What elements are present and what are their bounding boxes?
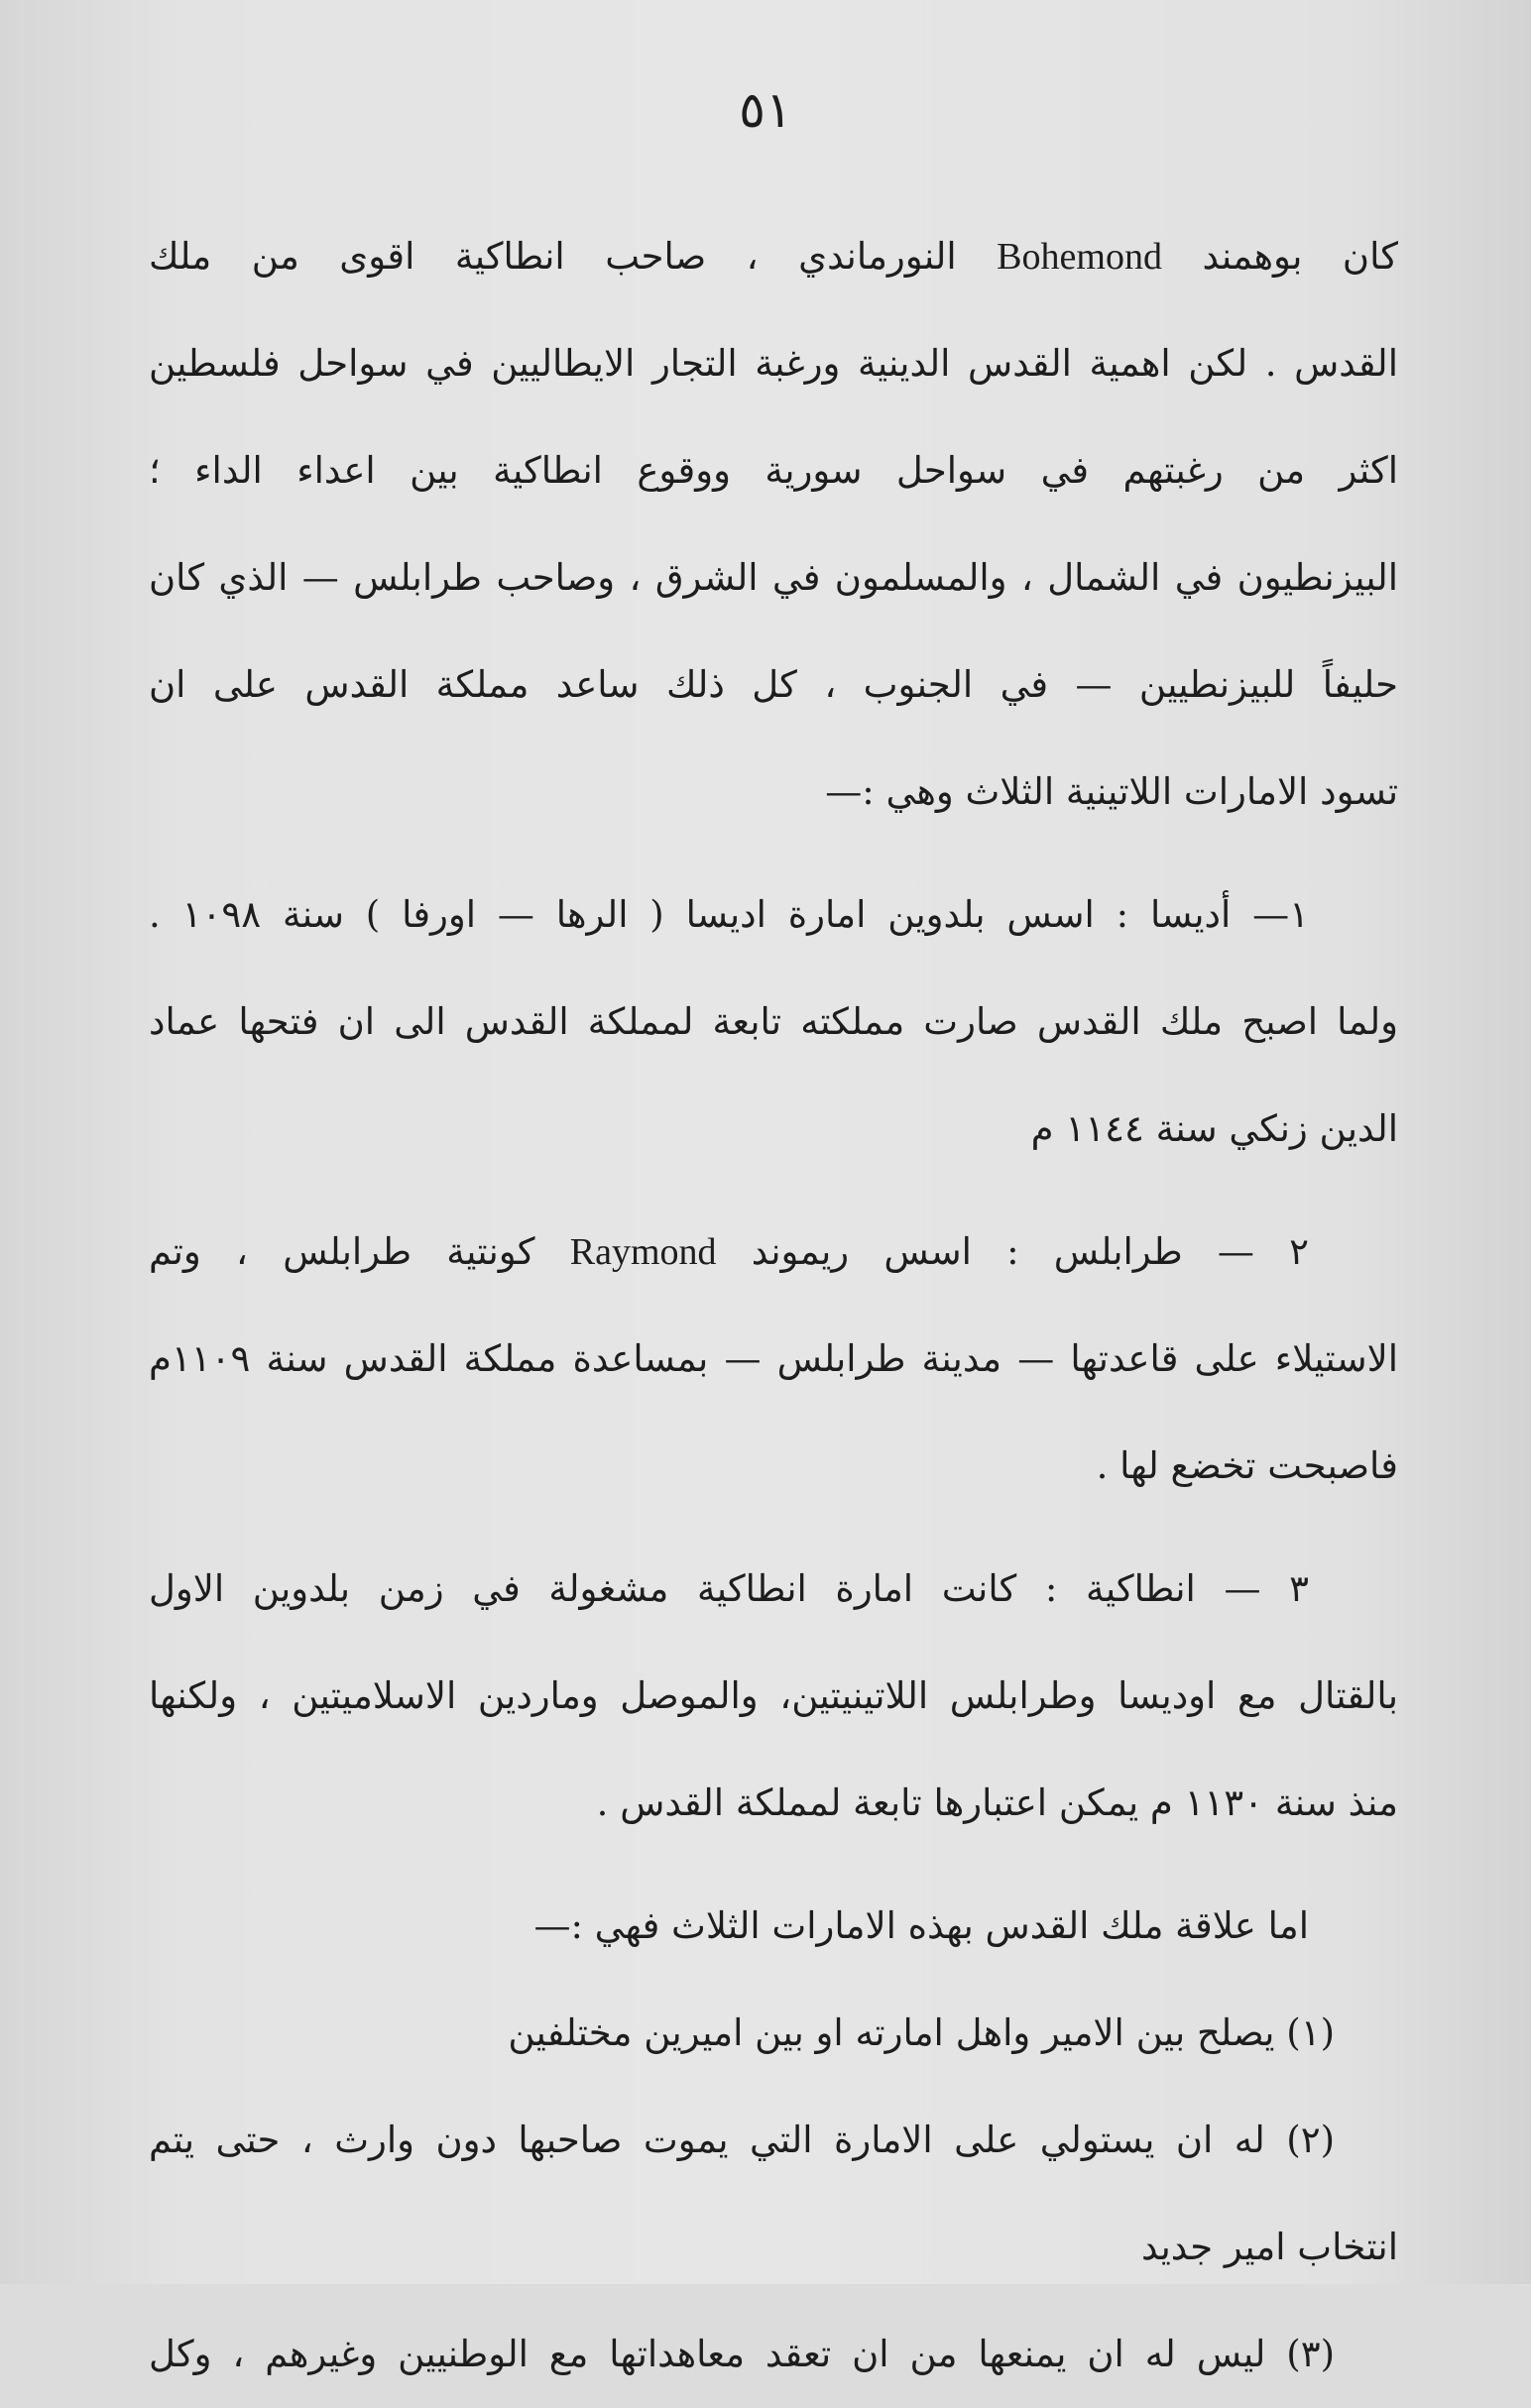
paragraph-line: تسود الامارات اللاتينية الثلاث وهي :— [825,770,1398,813]
paragraph-line [149,203,1398,310]
item-tripoli-line: فاصبحت تخضع لها . [1096,1444,1398,1487]
item-edessa-line: ولما اصبح ملك القدس صارت مملكته تابعة لمملكة القدس الى ان فتحها عماد [149,1000,1398,1043]
spacer [149,1857,1398,1873]
paragraph-line: حليفاً للبيزنطيين — في الجنوب ، كل ذلك ساعد مملكة القدس على ان [149,663,1398,706]
item-antioch-line: بالقتال مع اوديسا وطرابلس اللاتينيتين، والموصل وماردين الاسلاميتين ، ولكنها [149,1674,1398,1717]
relation-item-2-line: (٢) له ان يستولي على الامارة التي يموت صاحبها دون وارث ، حتى يتم [149,2119,1335,2161]
item-antioch-line: منذ سنة ١١٣٠ م يمكن اعتبارها تابعة لمملكة القدس . [596,1781,1398,1824]
paragraph-line: القدس . لكن اهمية القدس الدينية ورغبة التجار الايطاليين في سواحل فلسطين [149,342,1398,385]
relations-intro: اما علاقة ملك القدس بهذه الامارات الثلاث فهي :— [533,1904,1309,1947]
page-body [149,203,1398,2408]
item-tripoli-line [149,1199,1398,1306]
paragraph-line: البيزنطيون في الشمال ، والمسلمون في الشرق ، وصاحب طرابلس — الذي كان [149,556,1398,599]
page-number: ٥١ [739,81,792,139]
spacer [149,846,1398,861]
relation-item-1: (١) يصلح بين الامير واهل امارته او بين اميرين مختلفين [508,2011,1335,2054]
item-tripoli-line: الاستيلاء على قاعدتها — مدينة طرابلس — بمساعدة مملكة القدس سنة ١١٠٩م [149,1337,1398,1380]
spacer [149,1183,1398,1199]
text-run: كان بوهمند [1202,235,1398,278]
text-run: النورماندي ، صاحب انطاكية اقوى من ملك [149,235,957,278]
text-run: كونتية طرابلس ، وتم [149,1230,535,1273]
text-run: ٢ — طرابلس : اسس ريموند [751,1230,1310,1273]
latin-name-bohemond: Bohemond [997,236,1162,278]
spacer [149,1520,1398,1536]
latin-name-raymond: Raymond [569,1231,717,1273]
item-edessa-line: ١— أديسا : اسس بلدوين امارة اديسا ( الرها — اورفا ) سنة ١٠٩٨ . [149,893,1309,936]
item-edessa-line: الدين زنكي سنة ١١٤٤ م [1030,1107,1398,1150]
item-antioch-line: ٣ — انطاكية : كانت امارة انطاكية مشغولة في زمن بلدوين الاول [149,1567,1309,1610]
relation-item-3-line: (٣) ليس له ان يمنعها من ان تعقد معاهداتها مع الوطنيين وغيرهم ، وكل [149,2333,1335,2375]
paragraph-line: اكثر من رغبتهم في سواحل سورية ووقوع انطاكية بين اعداء الداء ؛ [149,449,1398,492]
relation-item-2-line: انتخاب امير جديد [1141,2226,1398,2268]
